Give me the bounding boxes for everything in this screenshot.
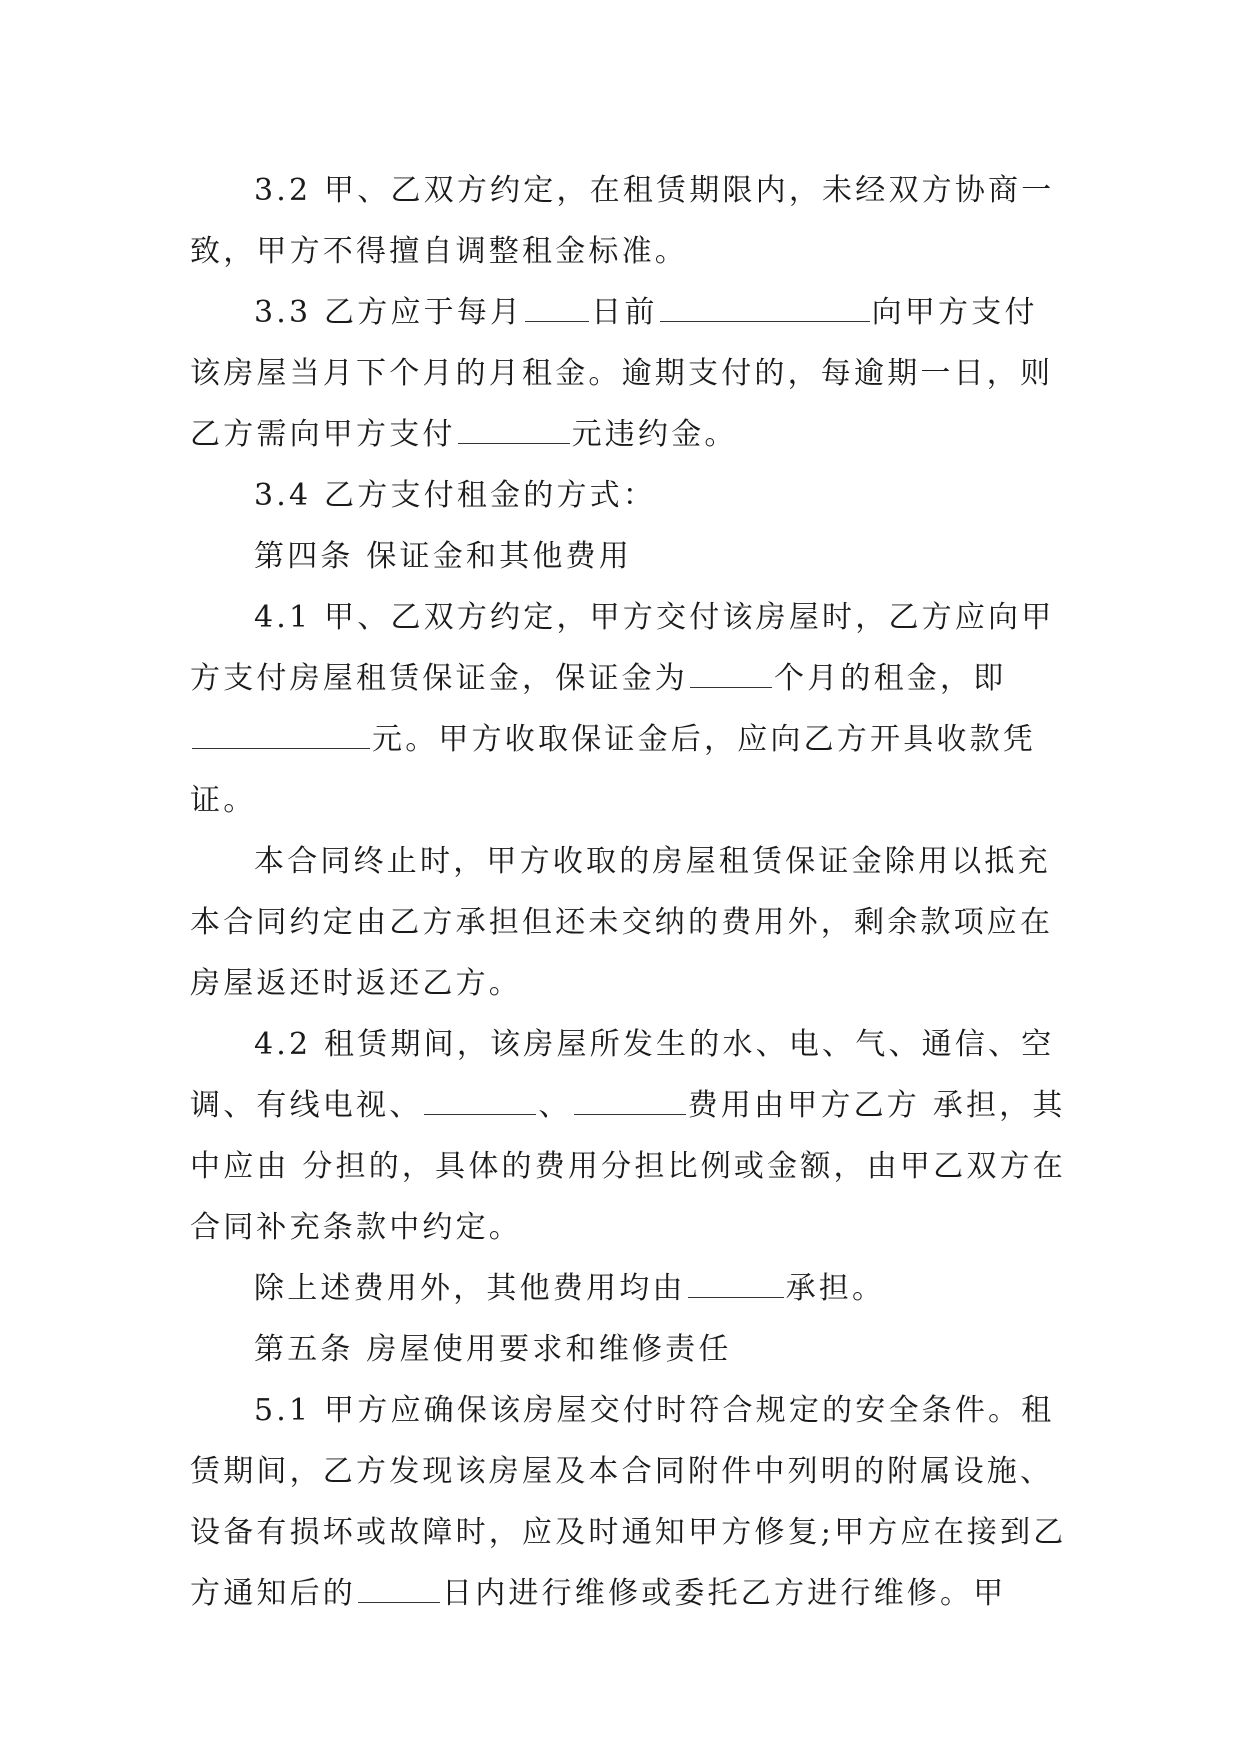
clause-3-3 [190,282,1070,465]
clause-3-4-text: 3.4 乙方支付租金的方式： [254,478,657,513]
clause-3-3-text-a: 3.3 乙方应于每月 [254,295,524,330]
other-fees-paragraph [190,1258,1070,1319]
other-fees-text-a: 除上述费用外，其他费用均由 [254,1271,686,1306]
article-5-heading-text: 第五条 房屋使用要求和维修责任 [254,1332,732,1367]
clause-4-2-text-c: 费用由甲方乙方 承担，其中应由 分担的，具体的费用分担比例或金额，由甲乙双方在合同补充条款中约定。 [190,1088,1066,1245]
repair-days-blank [358,1576,440,1603]
fee-item-blank-2 [574,1088,686,1115]
clause-3-3-text-d: 元违约金。 [571,417,738,452]
deposit-return-paragraph [190,831,1070,1014]
clause-4-2 [190,1014,1070,1258]
deposit-months-blank [690,661,772,688]
clause-3-3-text-b: 日前 [591,295,658,330]
payment-method-blank [660,295,870,322]
article-4-heading-text: 第四条 保证金和其他费用 [254,539,632,574]
other-fees-text-b: 承担。 [785,1271,886,1306]
deposit-return-text: 本合同终止时，甲方收取的房屋租赁保证金除用以抵充本合同约定由乙方承担但还未交纳的费用外，剩余款项应在房屋返还时返还乙方。 [190,844,1054,1001]
clause-4-1-text-a: 4.1 甲、乙双方约定，甲方交付该房屋时，乙方应向甲方支付房屋租赁保证金，保证金为 [190,600,1055,696]
clause-4-2-text-b: 、 [538,1088,572,1123]
clause-3-4 [190,465,1070,526]
clause-3-2 [190,160,1070,282]
clause-4-2-text-a: 4.2 租赁期间，该房屋所发生的水、电、气、通信、空调、有线电视、 [190,1027,1055,1123]
deposit-amount-blank [192,722,370,749]
clause-5-1-text-a: 5.1 甲方应确保该房屋交付时符合规定的安全条件。租赁期间，乙方发现该房屋及本合同附件中列明的附属设施、设备有损坏或故障时，应及时通知甲方修复;甲方应在接到乙方通知后的 [190,1393,1067,1611]
clause-4-1-text-b: 个月的租金，即 [774,661,1007,696]
article-4-heading [190,526,1070,587]
document-body [190,160,1070,1624]
clause-5-1 [190,1380,1070,1624]
clause-3-3-text-c: 向甲方支付该房屋当月下个月的月租金。逾期支付的，每逾期一日，则乙方需向甲方支付 [190,295,1054,452]
penalty-amount-blank [458,417,570,444]
fee-item-blank-1 [424,1088,536,1115]
clause-3-2-text: 3.2 甲、乙双方约定，在租赁期限内，未经双方协商一致，甲方不得擅自调整租金标准。 [190,173,1055,269]
article-5-heading [190,1319,1070,1380]
payment-day-blank [525,295,589,322]
clause-5-1-text-b: 日内进行维修或委托乙方进行维修。甲 [442,1576,1007,1611]
clause-4-1-text-c: 元。甲方收取保证金后，应向乙方开具收款凭证。 [190,722,1036,818]
other-fees-party-blank [688,1271,784,1298]
clause-4-1 [190,587,1070,831]
